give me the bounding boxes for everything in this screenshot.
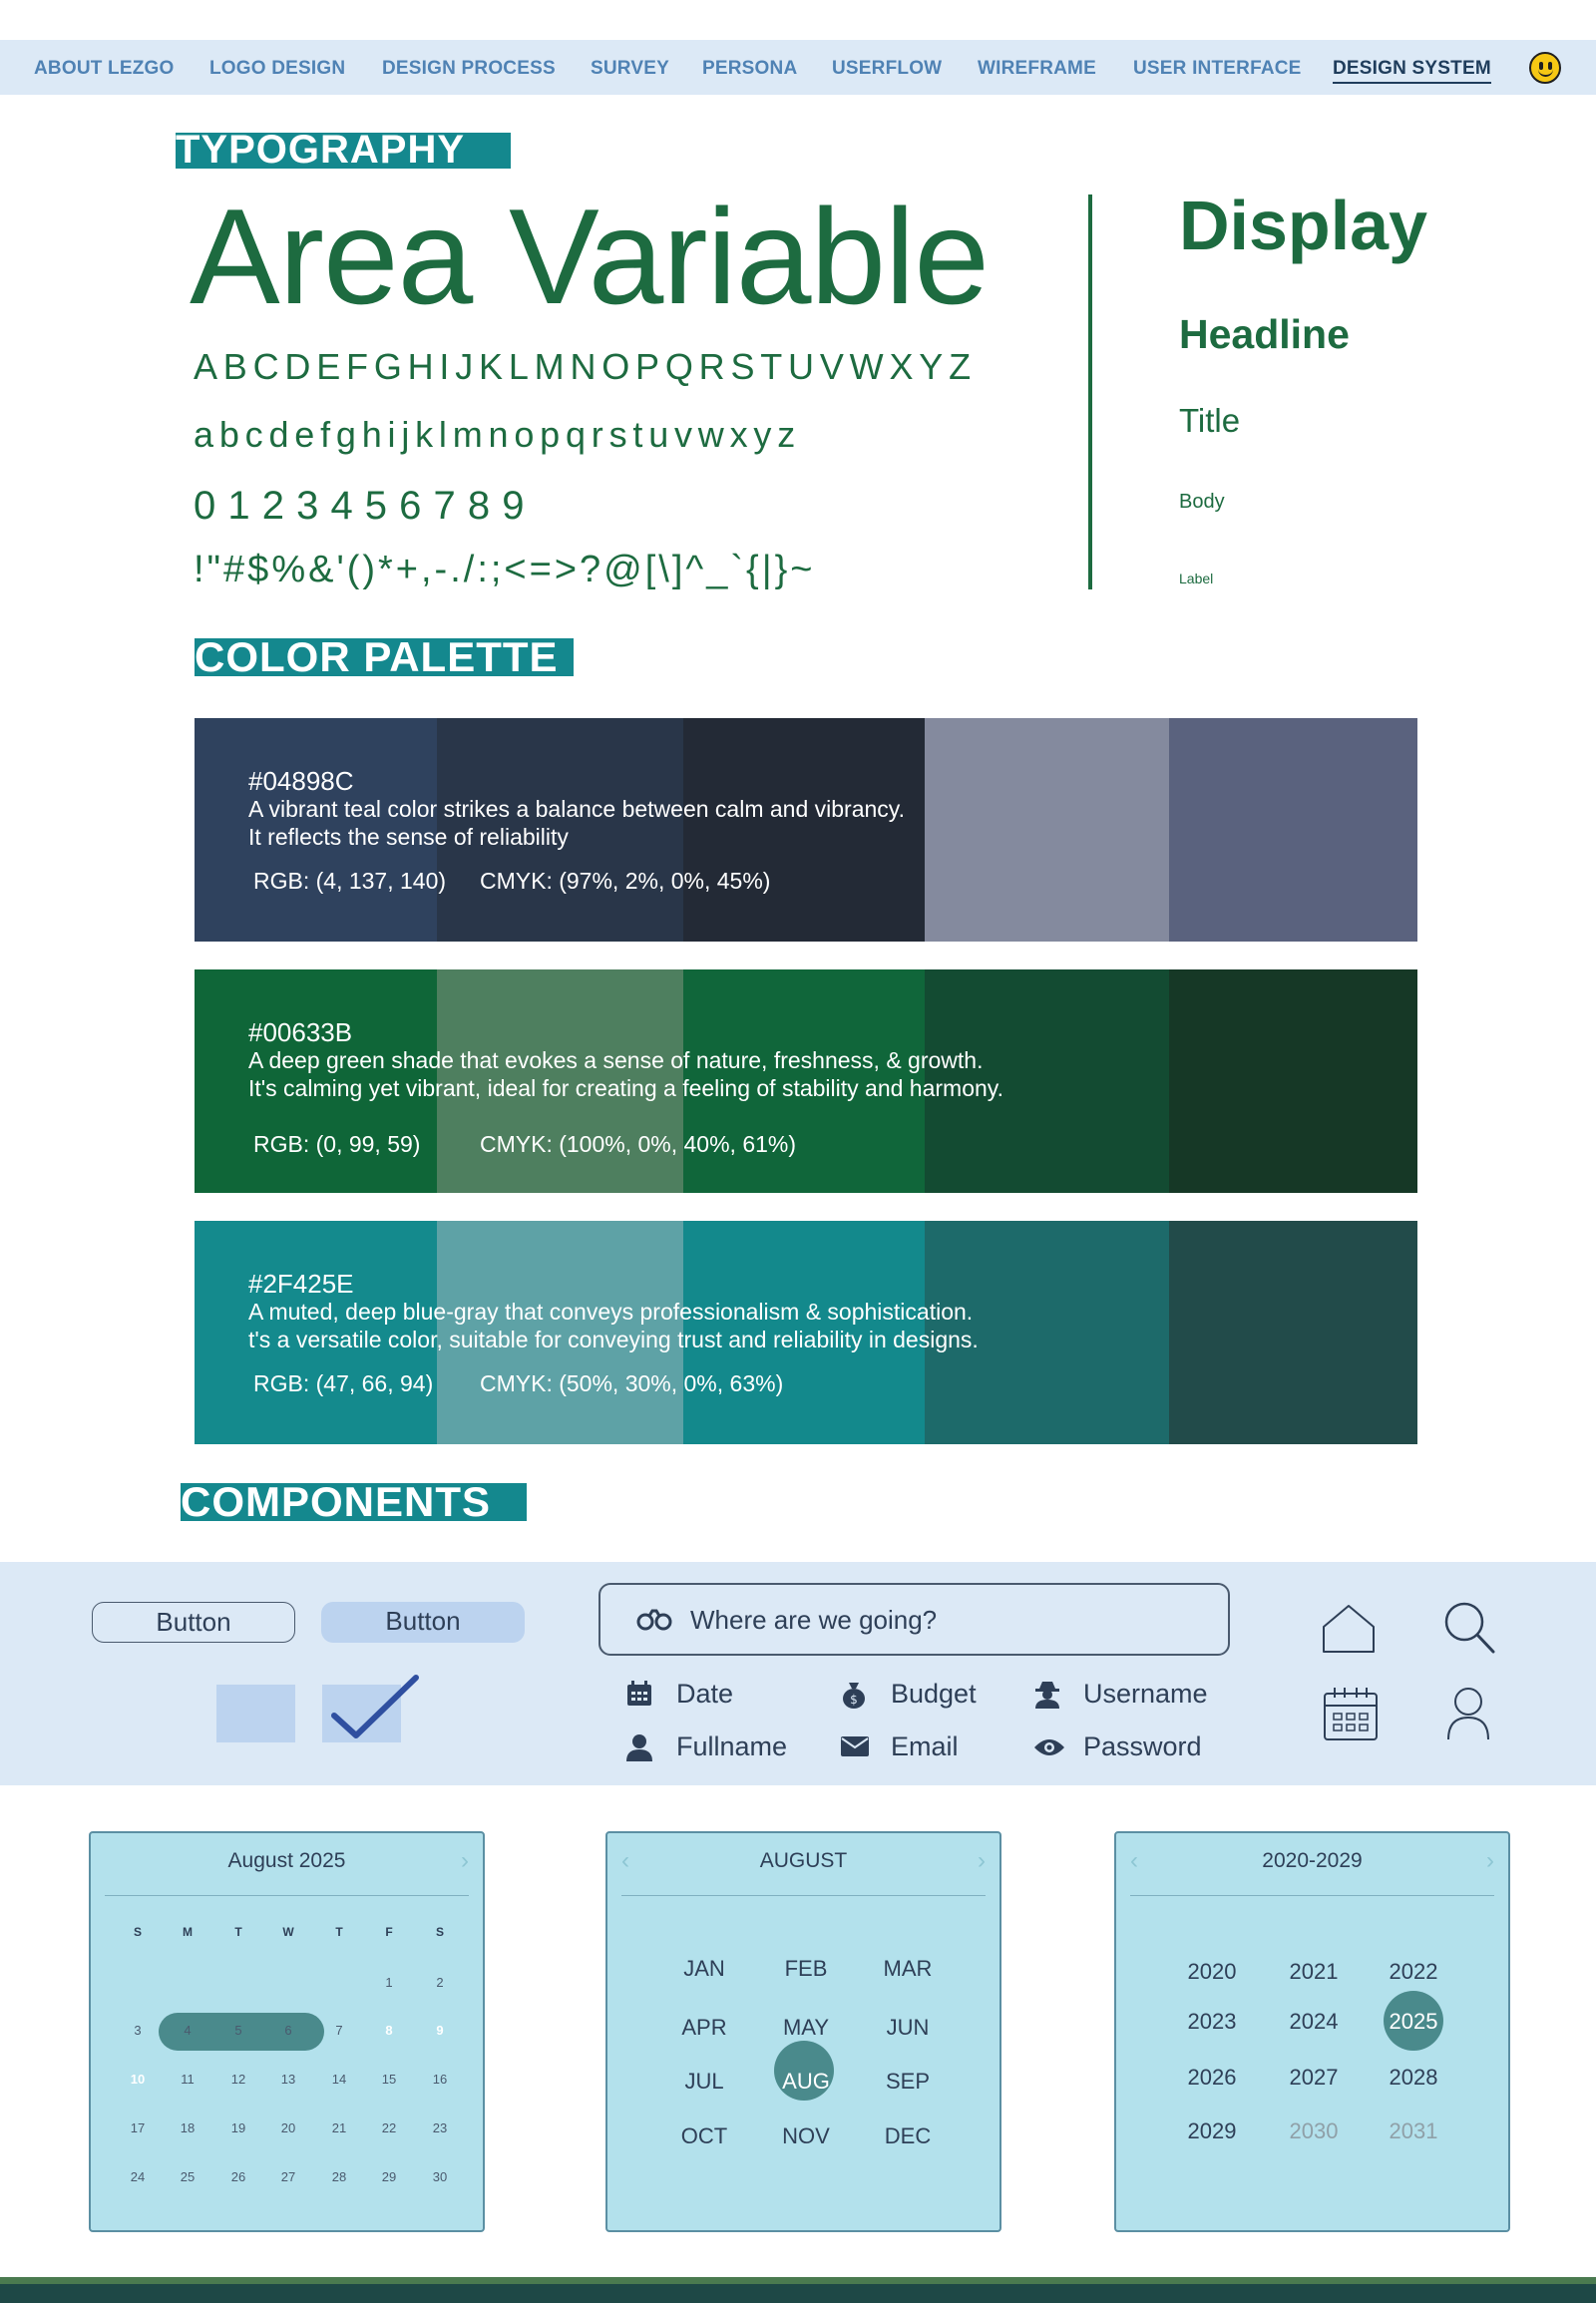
calendar-day[interactable]: 3 [134, 2023, 142, 2038]
nav-logo-design[interactable]: LOGO DESIGN [209, 58, 346, 79]
footer-bar [0, 2277, 1596, 2303]
calendar-day[interactable]: 27 [280, 2169, 296, 2184]
fullname-label: Fullname [676, 1731, 788, 1761]
calendar-month[interactable]: JUL [684, 2069, 724, 2094]
calendar-day[interactable]: 12 [230, 2072, 246, 2087]
calendar-divider [105, 1895, 469, 1896]
calendar-year[interactable]: 2027 [1289, 2065, 1339, 2090]
day-calendar-title: August 2025 [227, 1849, 346, 1872]
scale-title: Title [1179, 402, 1241, 439]
swatch [683, 718, 925, 942]
weekday-label: W [282, 1925, 294, 1939]
palette-cmyk: CMYK: (50%, 30%, 0%, 63%) [480, 1370, 784, 1396]
person-icon[interactable] [1445, 1686, 1491, 1741]
swatch [1169, 718, 1417, 942]
calendar-day[interactable]: 16 [432, 2072, 448, 2087]
calendar-month[interactable]: OCT [680, 2123, 728, 2148]
calendar-day[interactable]: 17 [130, 2120, 146, 2135]
palette-description: A vibrant teal color strikes a balance between calm and vibrancy. [248, 796, 905, 822]
calendar-month[interactable]: JUN [886, 2015, 930, 2040]
calendar-month[interactable]: AUG [782, 2069, 830, 2094]
outline-button[interactable]: Button [92, 1602, 295, 1643]
calendar-year[interactable]: 2025 [1389, 2009, 1438, 2034]
year-calendar-title: 2020-2029 [1262, 1849, 1363, 1872]
digit-glyphs: 0 1 2 3 4 5 6 7 8 9 [194, 484, 525, 528]
money-bag-icon [841, 1681, 867, 1709]
palette-hex: #04898C [248, 766, 354, 796]
calendar-day[interactable]: 15 [381, 2072, 397, 2087]
weekday-label: S [435, 1925, 444, 1939]
calendar-year[interactable]: 2022 [1389, 1959, 1438, 1984]
calendar-day[interactable]: 22 [381, 2120, 397, 2135]
calendar-year[interactable]: 2021 [1289, 1959, 1339, 1984]
typography-heading: TYPOGRAPHY [176, 133, 511, 169]
scale-headline: Headline [1179, 311, 1350, 357]
calendar-day[interactable]: 24 [130, 2169, 146, 2184]
chevron-right-icon[interactable]: › [1486, 1847, 1494, 1874]
weekday-label: M [183, 1925, 193, 1939]
chevron-left-icon[interactable]: ‹ [1130, 1847, 1138, 1874]
smiley-mouth [1538, 67, 1553, 77]
calendar-day[interactable]: 25 [180, 2169, 196, 2184]
calendar-day[interactable]: 7 [335, 2023, 343, 2038]
calendar-year[interactable]: 2031 [1389, 2118, 1438, 2143]
calendar-day[interactable]: 8 [385, 2023, 393, 2038]
username-label: Username [1083, 1679, 1208, 1709]
filled-button[interactable]: Button [321, 1602, 525, 1643]
weekday-label: T [335, 1925, 343, 1939]
checkbox-unchecked[interactable] [216, 1685, 295, 1742]
palette-cmyk: CMYK: (100%, 0%, 40%, 61%) [480, 1131, 797, 1157]
envelope-icon [841, 1736, 869, 1758]
calendar-day[interactable]: 20 [280, 2120, 296, 2135]
calendar-day[interactable]: 13 [280, 2072, 296, 2087]
calendar-day[interactable]: 1 [385, 1975, 393, 1990]
password-label: Password [1083, 1731, 1202, 1761]
day-calendar [89, 1831, 485, 2232]
calendar-day[interactable]: 6 [284, 2023, 292, 2038]
year-calendar [1114, 1831, 1510, 2232]
calendar-month[interactable]: MAR [883, 1956, 933, 1981]
smiley-icon[interactable] [1529, 52, 1561, 84]
weekday-label: T [234, 1925, 242, 1939]
calendar-divider [621, 1895, 986, 1896]
calendar-day[interactable]: 11 [181, 2072, 195, 2087]
scale-label: Label [1179, 571, 1214, 586]
nav-wireframe[interactable]: WIREFRAME [978, 58, 1096, 79]
calendar-year[interactable]: 2029 [1187, 2118, 1237, 2143]
chevron-right-icon[interactable]: › [978, 1847, 986, 1874]
date-label: Date [676, 1679, 734, 1709]
calendar-day[interactable]: 10 [130, 2072, 146, 2087]
palette-description: A deep green shade that evokes a sense of nature, freshness, & growth. [248, 1047, 984, 1073]
nav-userflow[interactable]: USERFLOW [832, 58, 943, 79]
calendar-day[interactable]: 18 [180, 2120, 196, 2135]
calendar-year[interactable]: 2030 [1289, 2118, 1339, 2143]
binoculars-icon [636, 1609, 672, 1631]
checkmark-icon [330, 1672, 430, 1743]
month-calendar [605, 1831, 1001, 2232]
symbol-glyphs: !"#$%&'()*+,-./:;<=>?@[\]^_`{|}~ [194, 549, 816, 590]
palette-hex: #2F425E [248, 1269, 354, 1299]
nav-design-process[interactable]: DESIGN PROCESS [382, 58, 556, 79]
palette-rgb: RGB: (0, 99, 59) [253, 1131, 421, 1157]
calendar-divider [1130, 1895, 1494, 1896]
eye-icon [1033, 1736, 1065, 1758]
calendar-year[interactable]: 2028 [1389, 2065, 1438, 2090]
nav-user-interface[interactable]: USER INTERFACE [1133, 58, 1302, 79]
components-heading: COMPONENTS [181, 1483, 527, 1521]
user-icon [626, 1733, 652, 1761]
swatch [925, 718, 1169, 942]
palette-cmyk: CMYK: (97%, 2%, 0%, 45%) [480, 868, 771, 894]
palette-card-3 [195, 1221, 1417, 1444]
user-secret-icon [1033, 1681, 1061, 1709]
budget-label: Budget [891, 1679, 977, 1709]
lowercase-glyphs: abcdefghijklmnopqrstuvwxyz [194, 414, 802, 455]
palette-description: It reflects the sense of reliability [248, 824, 569, 850]
calendar-day[interactable]: 28 [331, 2169, 347, 2184]
scale-body: Body [1179, 491, 1225, 513]
home-icon[interactable] [1320, 1603, 1378, 1655]
palette-description: t's a versatile color, suitable for conveying trust and reliability in designs. [248, 1327, 979, 1352]
search-placeholder: Where are we going? [690, 1605, 938, 1635]
typography-divider [1088, 194, 1092, 589]
palette-rgb: RGB: (4, 137, 140) [253, 868, 447, 894]
nav-about-lezgo[interactable]: ABOUT LEZGO [34, 58, 175, 79]
uppercase-glyphs: ABCDEFGHIJKLMNOPQRSTUVWXYZ [194, 346, 977, 387]
calendar-icon [626, 1681, 652, 1707]
font-name: Area Variable [190, 181, 989, 332]
nav-persona[interactable]: PERSONA [702, 58, 798, 79]
nav-design-system[interactable]: DESIGN SYSTEM [1333, 58, 1491, 84]
calendar-month[interactable]: FEB [784, 1956, 828, 1981]
color-palette-heading: COLOR PALETTE [195, 638, 574, 676]
scale-display: Display [1179, 187, 1427, 264]
email-label: Email [891, 1731, 959, 1761]
weekday-label: F [385, 1925, 393, 1939]
calendar-day[interactable]: 30 [432, 2169, 448, 2184]
swatch [1169, 1221, 1417, 1444]
calendar-year[interactable]: 2024 [1289, 2009, 1339, 2034]
search-input[interactable] [598, 1583, 1230, 1656]
calendar-day[interactable]: 29 [381, 2169, 397, 2184]
month-calendar-title: AUGUST [759, 1849, 848, 1872]
palette-description: It's calming yet vibrant, ideal for creating a feeling of stability and harmony. [248, 1075, 1003, 1101]
calendar-year[interactable]: 2026 [1187, 2065, 1237, 2090]
calendar-day[interactable]: 2 [436, 1975, 444, 1990]
calendar-month[interactable]: JAN [683, 1956, 725, 1981]
calendar-day[interactable]: 23 [432, 2120, 448, 2135]
calendar-day[interactable]: 9 [436, 2023, 444, 2038]
calendar-month[interactable]: APR [681, 2015, 727, 2040]
top-nav [0, 40, 1596, 95]
calendar-day[interactable]: 19 [230, 2120, 246, 2135]
calendar-month[interactable]: MAY [782, 2015, 830, 2040]
palette-description: A muted, deep blue-gray that conveys professionalism & sophistication. [248, 1299, 974, 1325]
calendar-year[interactable]: 2020 [1187, 1959, 1237, 1984]
calendar-month[interactable]: SEP [885, 2069, 931, 2094]
palette-card-1 [195, 718, 1417, 942]
calendar-day[interactable]: 5 [234, 2023, 242, 2038]
calendar-day[interactable]: 21 [331, 2120, 347, 2135]
palette-rgb: RGB: (47, 66, 94) [253, 1370, 434, 1396]
palette-hex: #00633B [248, 1017, 353, 1047]
calendar-day[interactable]: 14 [331, 2072, 347, 2087]
weekday-label: S [133, 1925, 142, 1939]
palette-card-2 [195, 969, 1417, 1193]
chevron-left-icon[interactable]: ‹ [621, 1847, 629, 1874]
search-icon[interactable] [1442, 1600, 1496, 1656]
checkbox-checked[interactable] [322, 1685, 401, 1742]
calendar-day[interactable]: 26 [230, 2169, 246, 2184]
calendar-month[interactable]: NOV [782, 2123, 830, 2148]
calendar-large-icon[interactable] [1323, 1686, 1379, 1741]
chevron-right-icon[interactable]: › [461, 1847, 469, 1874]
swatch [1169, 969, 1417, 1193]
calendar-day[interactable]: 4 [184, 2023, 192, 2038]
calendar-year[interactable]: 2023 [1187, 2009, 1237, 2034]
svg-text:$: $ [850, 1693, 858, 1707]
calendar-month[interactable]: DEC [884, 2123, 932, 2148]
nav-survey[interactable]: SURVEY [591, 58, 669, 79]
